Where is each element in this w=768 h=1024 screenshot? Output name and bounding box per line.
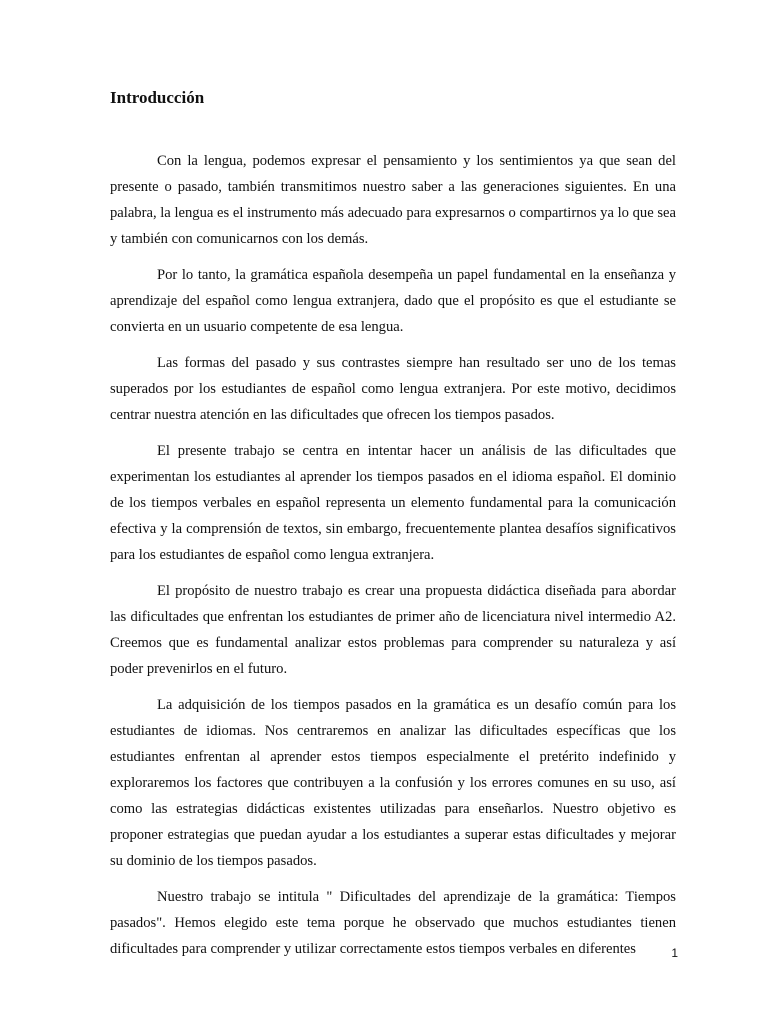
paragraph-2: Por lo tanto, la gramática española desempeña un papel fundamental en la enseñanza y aprendizaje del español como lengua extranjera, dado que el propósito es que el estudiante se convierta en un usuario competente de esa lengua. xyxy=(110,267,676,335)
paragraph-3: Las formas del pasado y sus contrastes siempre han resultado ser uno de los temas superados por los estudiantes de español como lengua extranjera. Por este motivo, decidimos centrar nuestra atención en las dificultades que ofrecen los tiempos pasados. xyxy=(110,355,676,423)
page-number: 1 xyxy=(671,946,678,960)
body-text xyxy=(110,148,676,972)
paragraph-5: El propósito de nuestro trabajo es crear una propuesta didáctica diseñada para abordar las dificultades que enfrentan los estudiantes de primer año de licenciatura nivel intermedio A2. Creemos que es fundamental analizar estos problemas para comprender su naturaleza y así poder prevenirlos en el futuro. xyxy=(110,583,676,677)
paragraph-7: Nuestro trabajo se intitula " Dificultades del aprendizaje de la gramática: Tiempos pasados". Hemos elegido este tema porque he observado que muchos estudiantes tienen dificultades para comprender y utilizar correctamente estos tiempos verbales en diferentes xyxy=(110,889,676,957)
section-heading: Introducción xyxy=(110,88,205,107)
paragraph-1: Con la lengua, podemos expresar el pensamiento y los sentimientos ya que sean del presente o pasado, también transmitimos nuestro saber a las generaciones siguientes. En una palabra, la lengua es el instrumento más adecuado para expresarnos o compartirnos ya lo que sea y también con comunicarnos con los demás. xyxy=(110,153,676,247)
paragraph-6: La adquisición de los tiempos pasados en la gramática es un desafío común para los estudiantes de idiomas. Nos centraremos en analizar las dificultades específicas que los estudiantes enfrentan al aprender estos tiempos especialmente el pretérito indefinido y exploraremos los factores que contribuyen a la confusión y los errores comunes en su uso, así como las estrategias didácticas existentes utilizadas para enseñarlos. Nuestro objetivo es proponer estrategias que puedan ayudar a los estudiantes a superar estas dificultades y mejorar su dominio de los tiempos pasados. xyxy=(110,697,676,869)
paragraph-4: El presente trabajo se centra en intentar hacer un análisis de las dificultades que experimentan los estudiantes al aprender los tiempos pasados en el idioma español. El dominio de los tiempos verbales en español representa un elemento fundamental para la comunicación efectiva y la comprensión de textos, sin embargo, frecuentemente plantea desafíos significativos para los estudiantes de español como lengua extranjera. xyxy=(110,443,676,563)
